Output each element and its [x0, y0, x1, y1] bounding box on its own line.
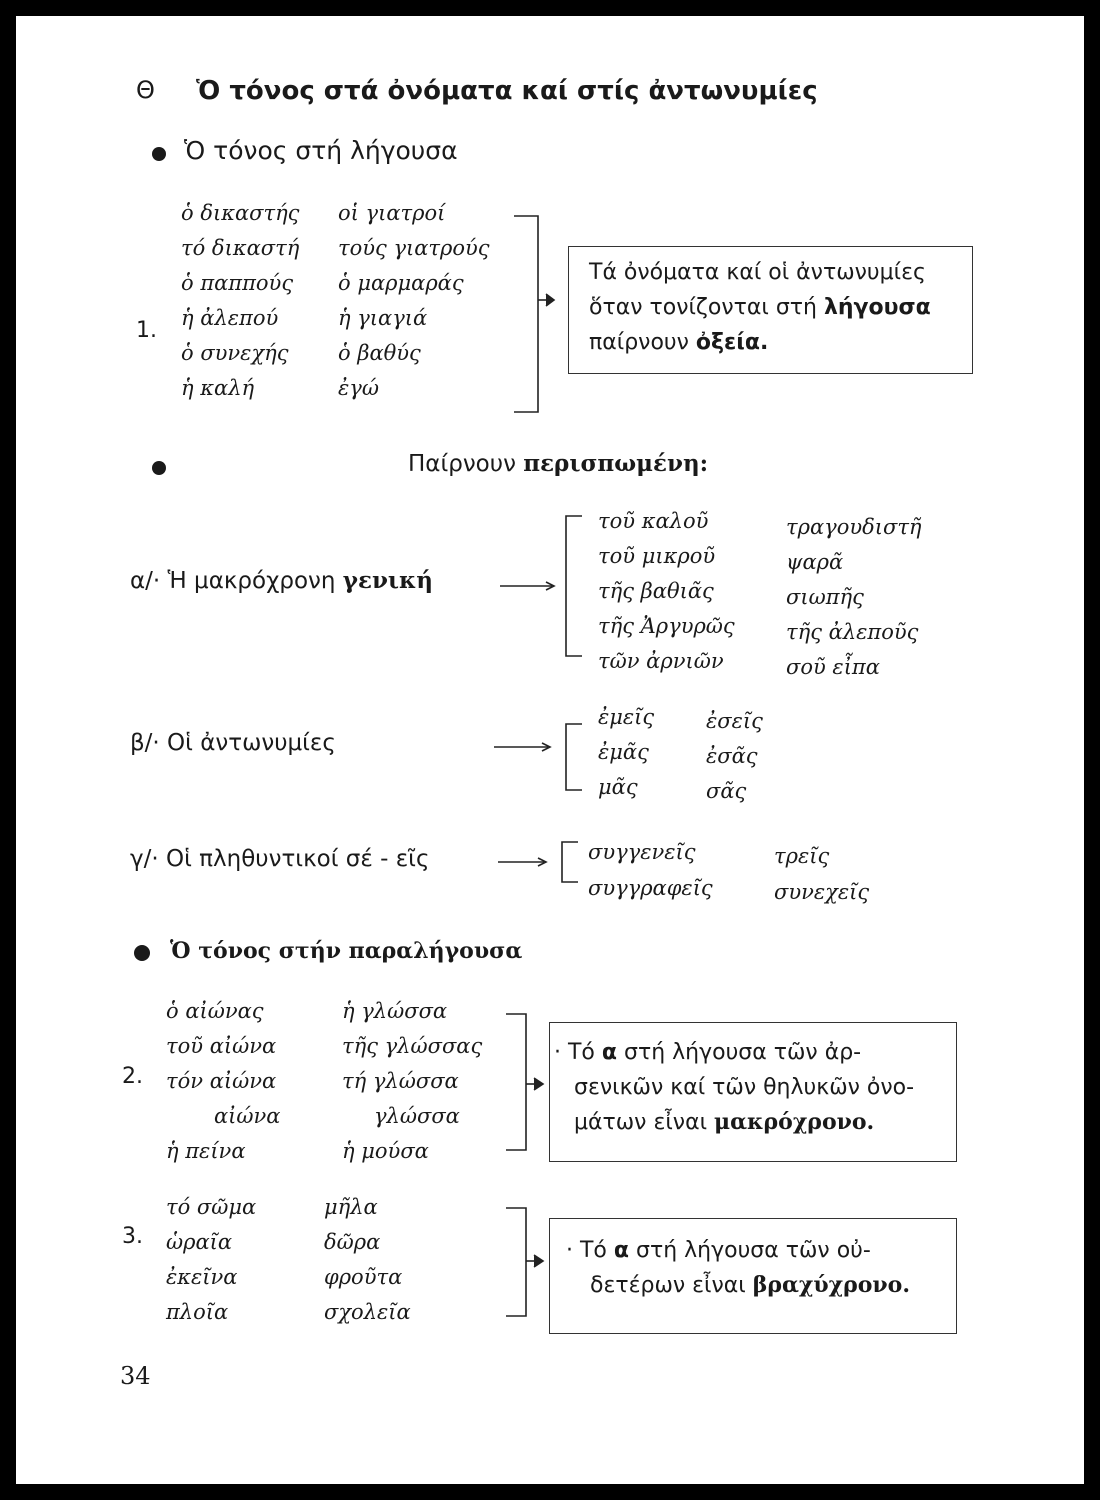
word: τῆς ἀλεποῦς [786, 620, 919, 644]
word: ἐκεῖνα [166, 1265, 238, 1289]
subsection-c-label: γ/· Οἱ πληθυντικοί σέ - εῖς [130, 846, 430, 872]
perispomeni-heading: Παίρνουν περισπωμένη: [408, 450, 709, 477]
word: τῶν ἀρνιῶν [598, 649, 724, 673]
word: ἡ γιαγιά [338, 306, 428, 330]
word: ἐμᾶς [598, 740, 649, 764]
word: ἡ μούσα [342, 1139, 429, 1163]
word: συνεχεῖς [774, 880, 870, 904]
section2-number: 2. [122, 1064, 143, 1089]
section1-heading: Ὁ τόνος στή λήγουσα [184, 136, 458, 165]
rule-line: · Τό α στή λήγουσα τῶν ἀρ- [554, 1040, 862, 1065]
rule-line: Τά ὀνόματα καί οἱ ἀντωνυμίες [589, 260, 926, 285]
word: ὡραῖα [166, 1230, 233, 1254]
word: τραγουδιστῆ [786, 515, 922, 539]
rule-line: ὅταν τονίζονται στή λήγουσα [589, 295, 931, 320]
word: τό δικαστή [181, 236, 300, 260]
word: τοῦ μικροῦ [598, 544, 716, 568]
word: ἡ γλώσσα [342, 999, 448, 1023]
word: συγγραφεῖς [588, 876, 713, 900]
page-number: 34 [120, 1362, 151, 1390]
word: συγγενεῖς [588, 840, 696, 864]
word: γλώσσα [374, 1104, 460, 1128]
section3-number: 3. [122, 1224, 143, 1249]
word: οἱ γιατροί [338, 201, 446, 225]
word: σοῦ εἶπα [786, 655, 880, 679]
section1-col2 [338, 196, 490, 406]
section1-col1 [181, 196, 299, 406]
subsection-b-col1 [598, 700, 654, 805]
section3-col2 [324, 1190, 411, 1330]
rule-line: · Τό α στή λήγουσα τῶν οὐ- [566, 1238, 871, 1263]
word: μᾶς [598, 775, 638, 799]
bullet-icon [134, 945, 150, 961]
word: ὁ μαρμαράς [338, 271, 464, 295]
rule-line: παίρνουν ὀξεία. [589, 330, 769, 355]
word: τοῦ καλοῦ [598, 509, 709, 533]
word: φροῦτα [324, 1265, 403, 1289]
section2-rule-box [549, 1022, 957, 1162]
word: ψαρᾶ [786, 550, 844, 574]
word: τρεῖς [774, 844, 830, 868]
word: αἰώνα [214, 1104, 281, 1128]
word: ὁ παππούς [181, 271, 294, 295]
word: σᾶς [706, 779, 747, 803]
word: ἐγώ [338, 376, 379, 400]
subsection-a-label: α/· Ἡ μακρόχρονη γενική [130, 567, 433, 594]
word: ὁ βαθύς [338, 341, 421, 365]
section2-col2 [342, 994, 482, 1169]
word: τό σῶμα [166, 1195, 257, 1219]
word: ἐμεῖς [598, 705, 655, 729]
rule-line: σενικῶν καί τῶν θηλυκῶν ὀνο- [574, 1075, 915, 1100]
word: τῆς Ἀργυρῶς [598, 614, 735, 638]
section3-col1 [166, 1190, 256, 1330]
section2-heading: Ὁ τόνος στήν παραλήγουσα [170, 938, 523, 964]
word: μῆλα [324, 1195, 378, 1219]
subsection-b-col2 [706, 704, 763, 809]
subsection-c-col2 [774, 838, 869, 910]
bullet-icon [152, 147, 166, 161]
subsection-a-col1 [598, 504, 735, 679]
word: δῶρα [324, 1230, 381, 1254]
word: ἐσᾶς [706, 744, 758, 768]
word: ἐσεῖς [706, 709, 763, 733]
section2-col1 [166, 994, 281, 1169]
subsection-b-label: β/· Οἱ ἀντωνυμίες [130, 730, 336, 756]
word: ἡ πείνα [166, 1139, 246, 1163]
page-title: Ὁ τόνος στά ὀνόματα καί στίς ἀντωνυμίες [196, 76, 818, 106]
word: τῆς βαθιᾶς [598, 579, 714, 603]
rule-line: δετέρων εἶναι βραχύχρονο. [590, 1272, 911, 1298]
word: τή γλώσσα [342, 1069, 459, 1093]
word: ὁ αἰώνας [166, 999, 264, 1023]
section1-number: 1. [136, 318, 157, 343]
subsection-a-col2 [786, 510, 922, 685]
book-page [16, 16, 1084, 1484]
subsection-c-col1 [588, 834, 713, 906]
word: τόν αἰώνα [166, 1069, 277, 1093]
word: τούς γιατρούς [338, 236, 490, 260]
word: σχολεῖα [324, 1300, 411, 1324]
word: ὁ συνεχής [181, 341, 289, 365]
word: ἡ ἀλεπού [181, 306, 279, 330]
word: πλοῖα [166, 1300, 229, 1324]
word: τῆς γλώσσας [342, 1034, 483, 1058]
section3-rule-box [549, 1218, 957, 1334]
section1-rule-box [568, 246, 973, 374]
word: σιωπῆς [786, 585, 864, 609]
bullet-icon [152, 461, 166, 475]
section-symbol: Θ [136, 76, 155, 104]
rule-line: μάτων εἶναι μακρόχρονο. [574, 1109, 875, 1135]
word: ἡ καλή [181, 376, 255, 400]
word: τοῦ αἰώνα [166, 1034, 277, 1058]
word: ὁ δικαστής [181, 201, 300, 225]
